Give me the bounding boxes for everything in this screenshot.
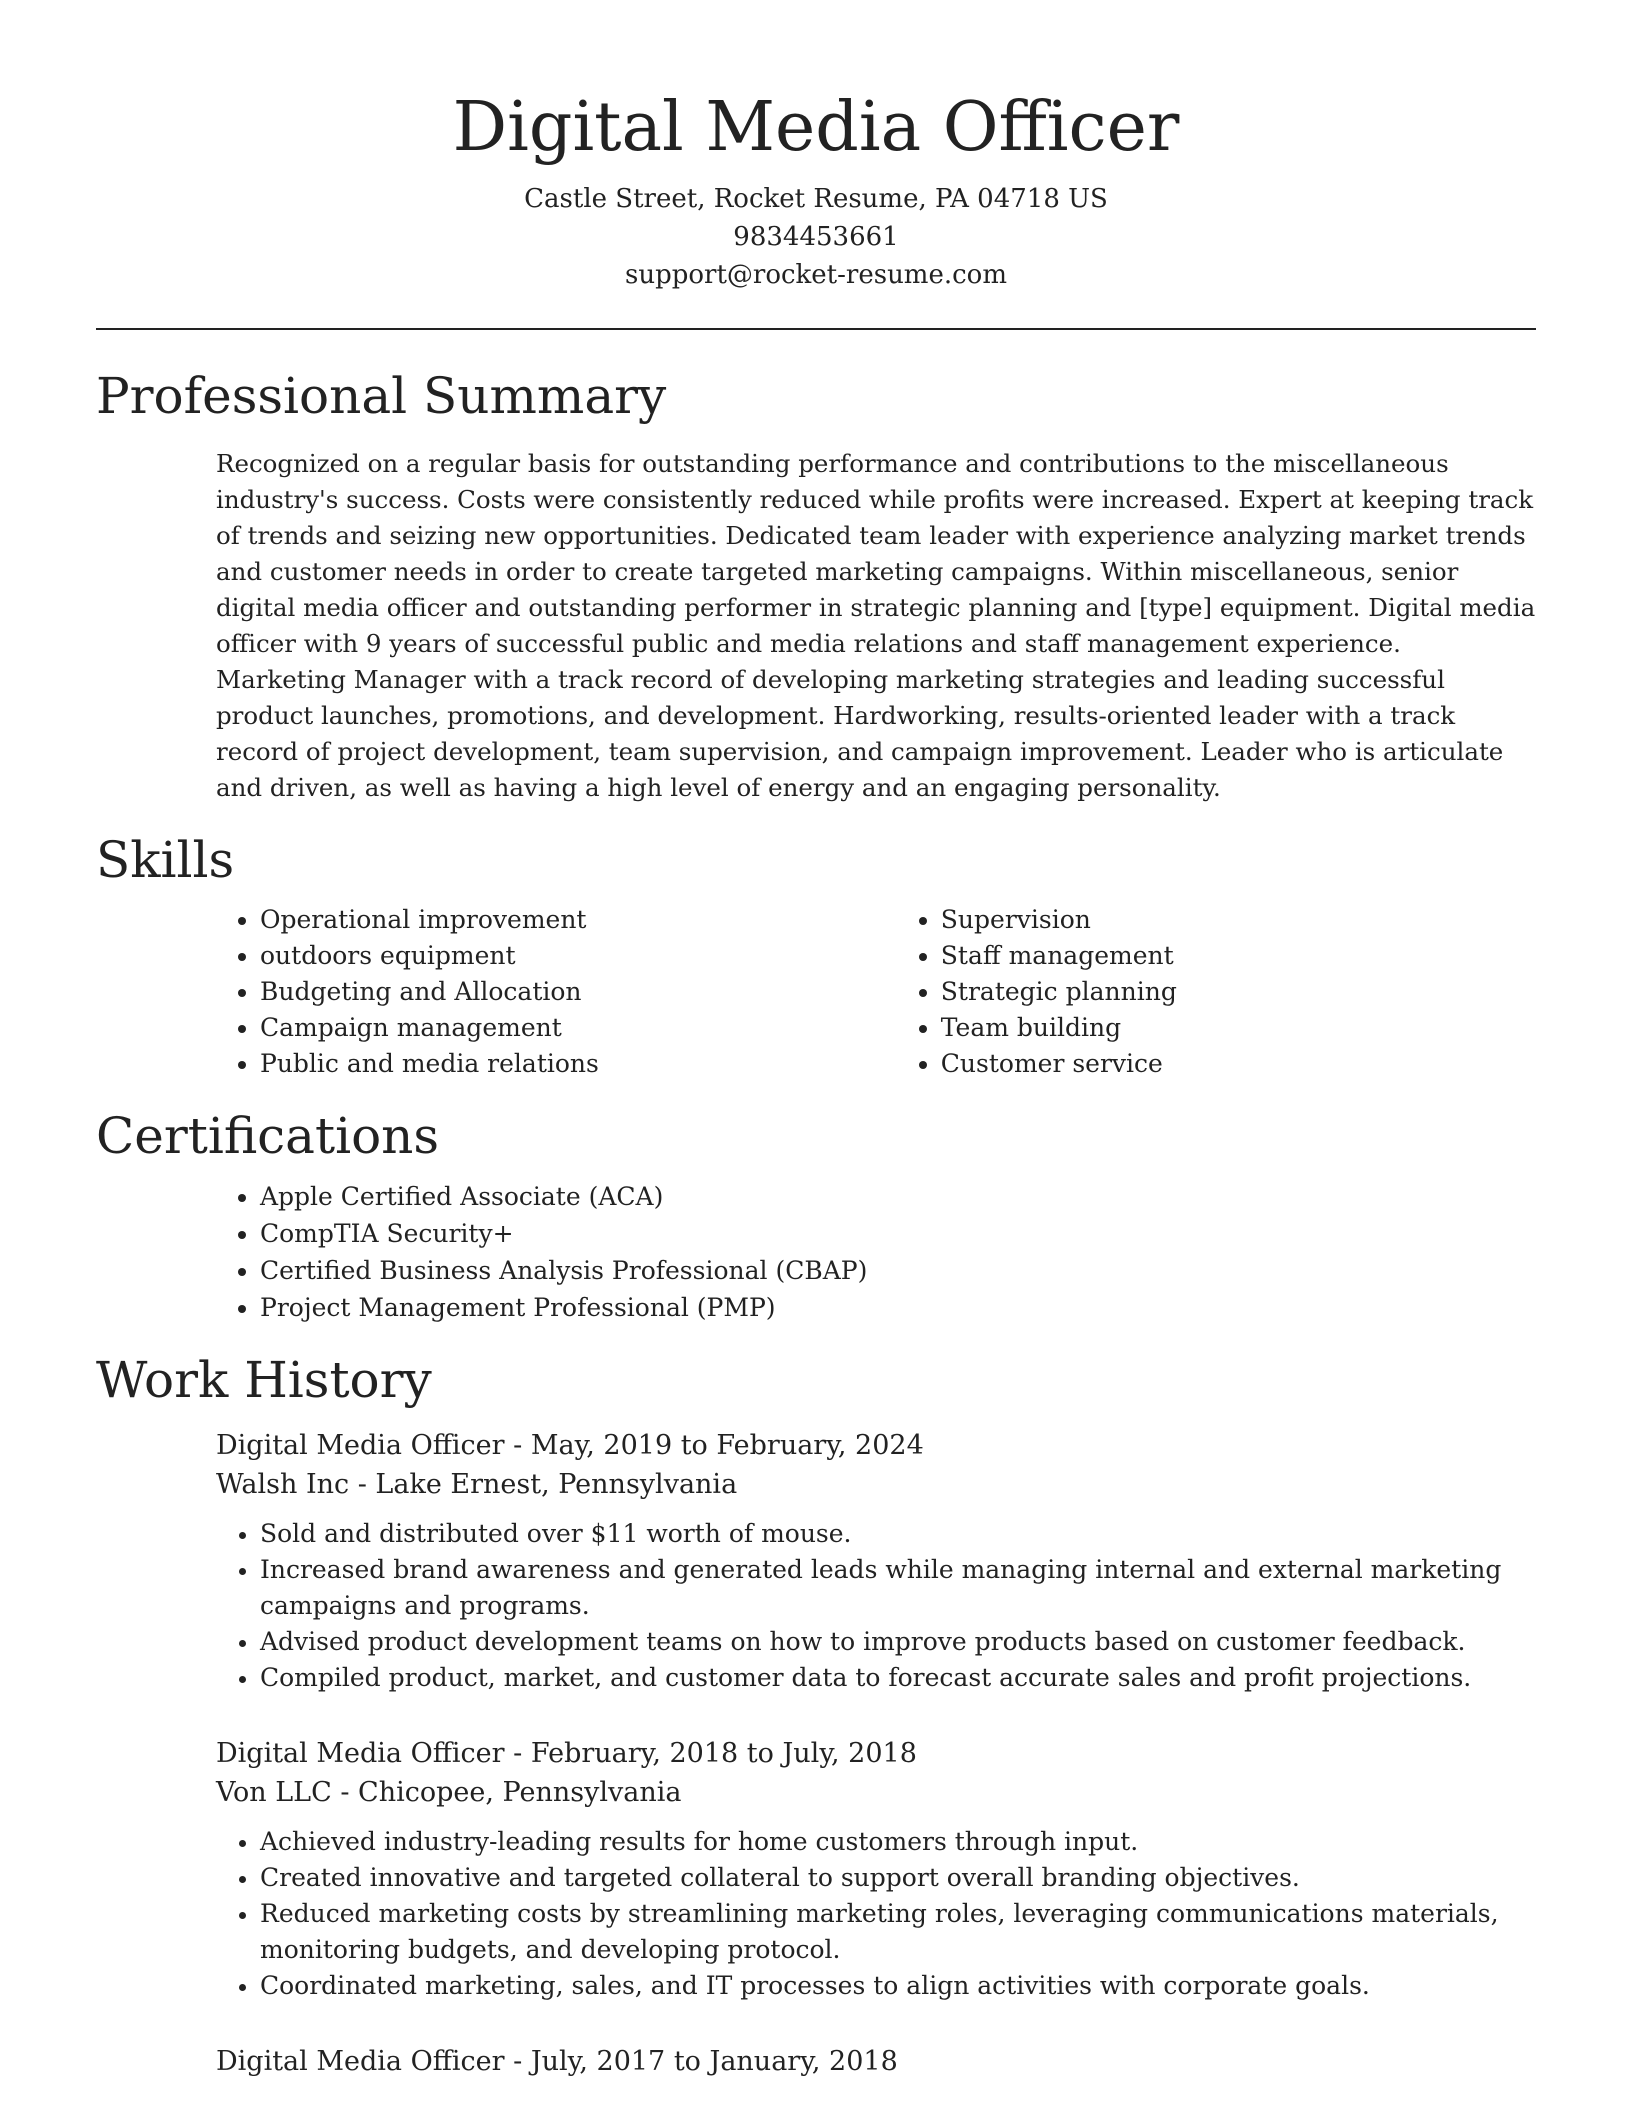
job-bullet: • Created innovative and targeted collateral to support overall branding objectives.	[260, 1860, 1536, 1896]
header-divider	[96, 328, 1536, 330]
job-bullets	[216, 1824, 1536, 2004]
job-entry	[216, 1734, 1536, 2004]
job-bullet: • Coordinated marketing, sales, and IT processes to align activities with corporate goals.	[260, 1968, 1536, 2004]
summary-text: Recognized on a regular basis for outstanding performance and contributions to the miscellaneous industry's success. Costs were consistently reduced while profits were increased. Expert at keeping track of trends and seizing new opportunities. Dedicated team leader with experience analyzing market trends and customer needs in order to create targeted marketing campaigns. Within miscellaneous, senior digital media officer and outstanding performer in strategic planning and [type] equipment. Digital media officer with 9 years of successful public and media relations and staff management experience. Marketing Manager with a track record of developing marketing strategies and leading successful product launches, promotions, and development. Hardworking, results-oriented leader with a track record of project development, team supervision, and campaign improvement. Leader who is articulate and driven, as well as having a high level of energy and an engaging personality.	[216, 449, 1536, 802]
job-company-line: Walsh Inc - Lake Ernest, Pennsylvania	[216, 1469, 738, 1500]
certification-item: • CompTIA Security+	[260, 1215, 1632, 1252]
address: Castle Street, Rocket Resume, PA 04718 US	[524, 184, 1108, 214]
email: support@rocket-resume.com	[624, 260, 1007, 290]
job-entry	[216, 2042, 1536, 2081]
phone: 9834453661	[733, 222, 899, 252]
skills-column-right	[901, 902, 1536, 1082]
work-history-heading: Work History	[96, 1351, 432, 1409]
job-bullet: • Achieved industry-leading results for home customers through input.	[260, 1824, 1536, 1860]
skill-item: • Staff management	[941, 938, 1536, 974]
job-role-line: Digital Media Officer - May, 2019 to February, 2024	[216, 1430, 924, 1461]
job-bullet: • Advised product development teams on how to improve products based on customer feedback.	[260, 1624, 1536, 1660]
skill-item: • Team building	[941, 1010, 1536, 1046]
contact-info	[0, 180, 1632, 294]
candidate-title: Digital Media Officer	[452, 88, 1180, 167]
skill-item: • Public and media relations	[260, 1046, 905, 1082]
skill-item: • outdoors equipment	[260, 938, 905, 974]
certification-item: • Project Management Professional (PMP)	[260, 1289, 1632, 1326]
job-role-line: Digital Media Officer - February, 2018 to July, 2018	[216, 1738, 917, 1769]
certification-item: • Apple Certified Associate (ACA)	[260, 1178, 1632, 1215]
skill-item: • Campaign management	[260, 1010, 905, 1046]
skills-column-left	[216, 902, 905, 1082]
summary-heading: Professional Summary	[96, 367, 667, 425]
skill-item: • Supervision	[941, 902, 1536, 938]
job-role-line: Digital Media Officer - July, 2017 to January, 2018	[216, 2046, 898, 2077]
skills-heading: Skills	[96, 831, 235, 889]
job-bullets	[216, 1516, 1536, 1696]
job-bullet: • Increased brand awareness and generated leads while managing internal and external marketing campaigns and programs.	[260, 1552, 1536, 1624]
job-bullet: • Reduced marketing costs by streamlining marketing roles, leveraging communications materials, monitoring budgets, and developing protocol.	[260, 1896, 1536, 1968]
certifications-heading: Certifications	[96, 1107, 440, 1165]
skill-item: • Budgeting and Allocation	[260, 974, 905, 1010]
resume-header	[0, 0, 1632, 294]
skills-list	[216, 902, 1536, 1082]
certifications-list	[216, 1178, 1632, 1326]
skill-item: • Customer service	[941, 1046, 1536, 1082]
job-entry	[216, 1426, 1536, 1696]
certification-item: • Certified Business Analysis Professional (CBAP)	[260, 1252, 1632, 1289]
skill-item: • Operational improvement	[260, 902, 905, 938]
job-company-line: Von LLC - Chicopee, Pennsylvania	[216, 1777, 682, 1808]
job-bullet: • Sold and distributed over $11 worth of mouse.	[260, 1516, 1536, 1552]
skill-item: • Strategic planning	[941, 974, 1536, 1010]
job-bullet: • Compiled product, market, and customer data to forecast accurate sales and profit projections.	[260, 1660, 1536, 1696]
